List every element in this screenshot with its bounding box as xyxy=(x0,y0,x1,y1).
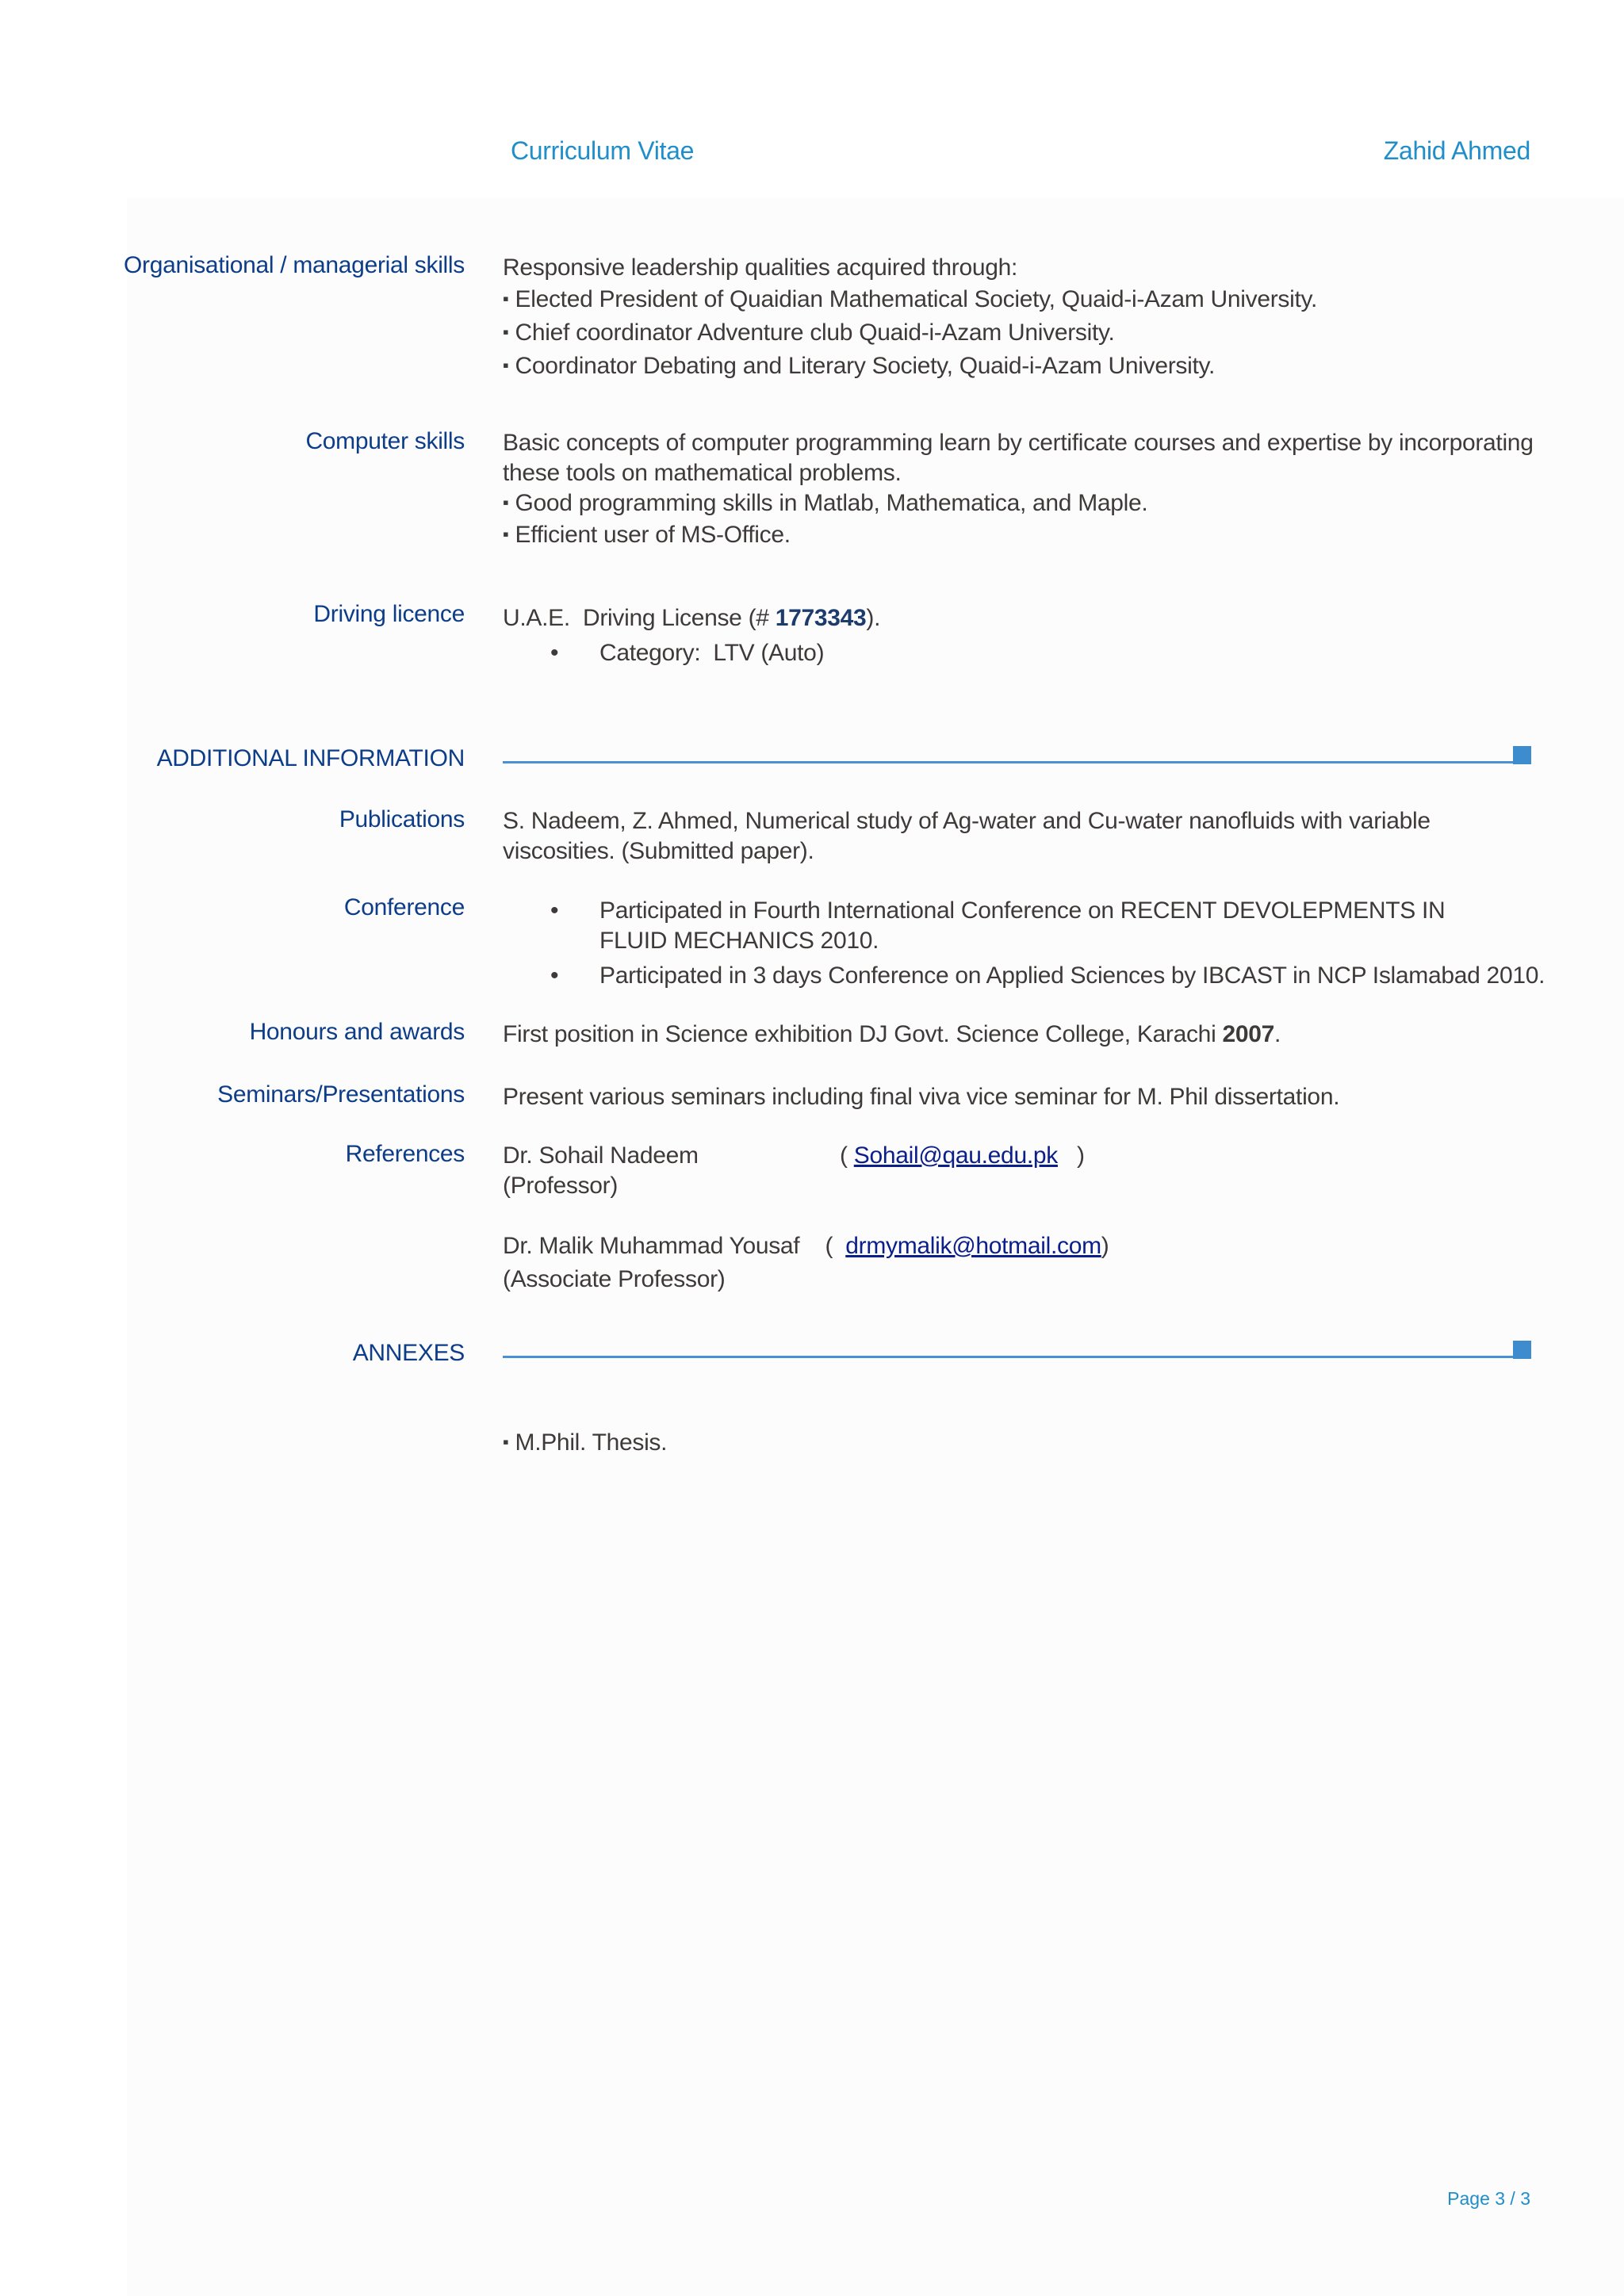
list-item: ▪ Coordinator Debating and Literary Society, Quaid-i-Azam University. xyxy=(503,353,1216,379)
section-publications xyxy=(503,806,1542,867)
reference-2: Dr. Malik Muhammad Yousaf ( drmymalik@hotmail.com) xyxy=(503,1233,1109,1259)
award-year: 2007 xyxy=(1222,1021,1275,1047)
license-line: U.A.E. Driving License (# 1773343). xyxy=(503,605,881,631)
list-item: ▪ Efficient user of MS-Office. xyxy=(503,522,791,548)
dot-bullet-icon: • xyxy=(550,962,559,989)
list-item: ▪ M.Phil. Thesis. xyxy=(503,1429,668,1456)
reference-2-title: (Associate Professor) xyxy=(503,1266,726,1292)
page-number: Page 3 / 3 xyxy=(1447,2188,1530,2209)
section-seminars: Present various seminars including final viva vice seminar for M. Phil dissertation. xyxy=(503,1084,1340,1110)
section-label-computer: Computer skills xyxy=(305,428,465,454)
section-conference xyxy=(503,896,1545,991)
section-honours: First position in Science exhibition DJ Govt. Science College, Karachi 2007. xyxy=(503,1021,1281,1047)
list-item: • Category: LTV (Auto) xyxy=(503,636,1534,671)
square-bullet-icon: ▪ xyxy=(503,322,509,342)
section-computer xyxy=(503,428,1534,552)
publication-text: S. Nadeem, Z. Ahmed, Numerical study of Ag-water and Cu-water nanofluids with variable viscosities. (Submitted paper). xyxy=(503,808,1431,864)
dot-bullet-icon: • xyxy=(550,897,559,924)
section-label-organisational: Organisational / managerial skills xyxy=(123,252,465,278)
section-label-driving: Driving licence xyxy=(313,601,465,627)
author-name: Zahid Ahmed xyxy=(1383,136,1530,165)
document-title: Curriculum Vitae xyxy=(511,136,695,165)
rule-square-icon xyxy=(1513,1341,1531,1359)
list-item: ▪ Chief coordinator Adventure club Quaid-i-Azam University. xyxy=(503,320,1115,346)
list-item: • Participated in 3 days Conference on Applied Sciences by IBCAST in NCP Islamabad 2010. xyxy=(503,961,1542,991)
square-bullet-icon: ▪ xyxy=(503,1432,509,1452)
section-organisational xyxy=(503,252,1534,384)
reference-1-email-link[interactable]: Sohail@qau.edu.pk xyxy=(853,1142,1058,1169)
list-item: • Participated in Fourth International Conference on RECENT DEVOLEPMENTS IN FLUID MECHANICS 2010. xyxy=(550,897,1446,954)
dot-bullet-icon: • xyxy=(550,640,559,666)
reference-1: Dr. Sohail Nadeem ( Sohail@qau.edu.pk ) xyxy=(503,1142,1085,1169)
section-label-conference: Conference xyxy=(343,894,465,920)
square-bullet-icon: ▪ xyxy=(503,289,509,308)
license-number: 1773343 xyxy=(775,605,867,631)
reference-2-email-link[interactable]: drmymalik@hotmail.com xyxy=(845,1233,1101,1259)
list-item: ▪ Good programming skills in Matlab, Mathematica, and Maple. xyxy=(503,490,1148,516)
section-label-publications: Publications xyxy=(339,806,465,832)
list-item: ▪ Elected President of Quaidian Mathematical Society, Quaid-i-Azam University. xyxy=(503,286,1318,312)
org-intro: Responsive leadership qualities acquired through: xyxy=(503,254,1018,281)
section-references xyxy=(503,1141,1534,1295)
computer-intro: Basic concepts of computer programming learn by certificate courses and expertise by incorporating these tools on mathematical problems. xyxy=(503,430,1534,486)
section-rule xyxy=(503,1356,1515,1358)
section-annexes xyxy=(503,1427,1534,1460)
section-heading-annexes: ANNEXES xyxy=(352,1340,465,1366)
square-bullet-icon: ▪ xyxy=(503,355,509,375)
section-heading-additional: ADDITIONAL INFORMATION xyxy=(156,745,465,771)
square-bullet-icon: ▪ xyxy=(503,524,509,544)
section-label-seminars: Seminars/Presentations xyxy=(217,1081,465,1108)
square-bullet-icon: ▪ xyxy=(503,492,509,512)
section-label-honours: Honours and awards xyxy=(249,1019,465,1045)
section-label-references: References xyxy=(345,1141,465,1167)
reference-1-title: (Professor) xyxy=(503,1173,619,1199)
rule-square-icon xyxy=(1513,746,1531,764)
section-driving xyxy=(503,601,1534,671)
section-rule xyxy=(503,761,1515,763)
